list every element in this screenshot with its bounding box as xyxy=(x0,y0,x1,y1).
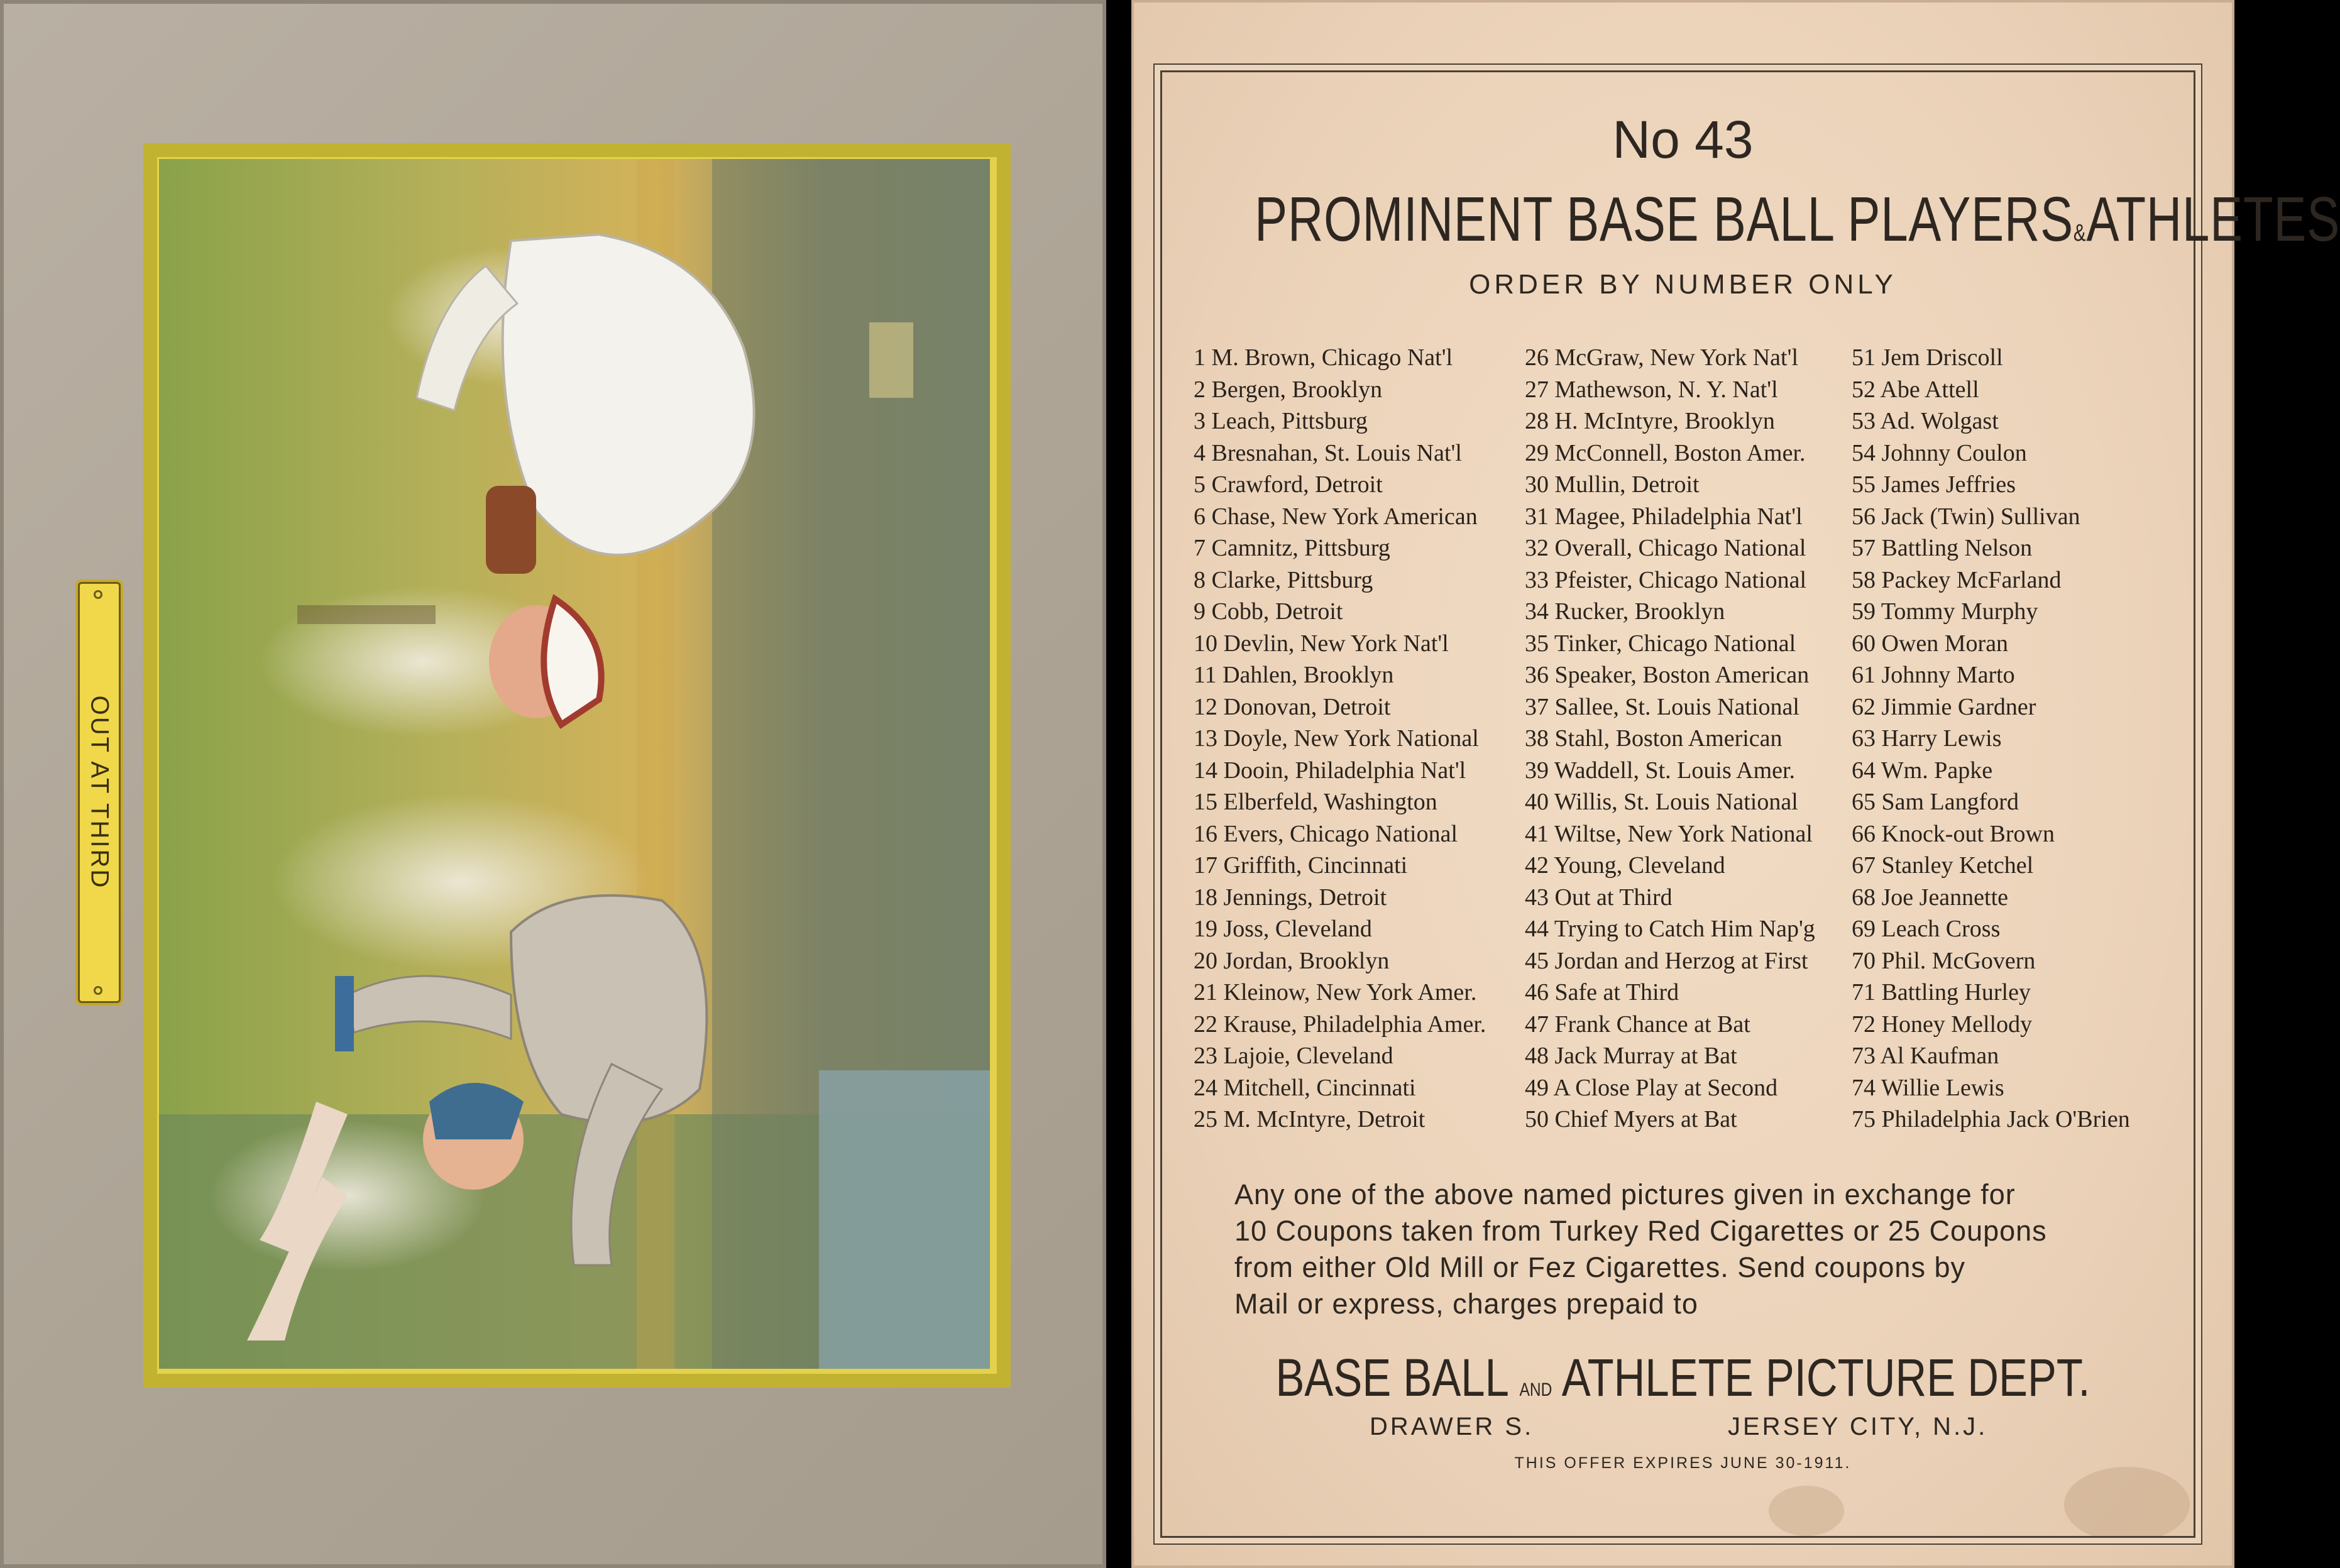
checklist-entry: 6 Chase, New York American xyxy=(1194,503,1478,530)
offer-text xyxy=(1234,1176,2152,1322)
checklist-entry: 14 Dooin, Philadelphia Nat'l xyxy=(1194,757,1466,784)
checklist-entry: 1 M. Brown, Chicago Nat'l xyxy=(1194,344,1453,371)
checklist-entry: 36 Speaker, Boston American xyxy=(1525,662,1810,688)
checklist-entry: 71 Battling Hurley xyxy=(1852,979,2031,1006)
checklist-entry: 44 Trying to Catch Him Nap'g xyxy=(1525,916,1815,942)
checklist-entry: 63 Harry Lewis xyxy=(1852,725,2002,752)
checklist-entry: 56 Jack (Twin) Sullivan xyxy=(1852,503,2080,530)
checklist-entry: 27 Mathewson, N. Y. Nat'l xyxy=(1525,376,1778,403)
dept-end: ATHLETE PICTURE DEPT. xyxy=(1561,1348,2090,1407)
checklist-entry: 49 A Close Play at Second xyxy=(1525,1074,1778,1101)
card-title: OUT AT THIRD xyxy=(85,695,114,890)
checklist-entry: 31 Magee, Philadelphia Nat'l xyxy=(1525,503,1803,530)
checklist-entry: 35 Tinker, Chicago National xyxy=(1525,630,1796,657)
checklist-column-1 xyxy=(1194,342,1486,1136)
checklist-entry: 74 Willie Lewis xyxy=(1852,1074,2004,1101)
checklist-column-3 xyxy=(1852,342,2130,1136)
checklist-entry: 39 Waddell, St. Louis Amer. xyxy=(1525,757,1796,784)
checklist-entry: 55 James Jeffries xyxy=(1852,471,2016,498)
checklist-entry: 52 Abe Attell xyxy=(1852,376,1979,403)
checklist-entry: 42 Young, Cleveland xyxy=(1525,852,1725,879)
checklist-entry: 58 Packey McFarland xyxy=(1852,566,2062,593)
checklist-entry: 34 Rucker, Brooklyn xyxy=(1525,598,1725,625)
checklist-entry: 59 Tommy Murphy xyxy=(1852,598,2038,625)
checklist-entry: 37 Sallee, St. Louis National xyxy=(1525,693,1799,720)
checklist-entry: 43 Out at Third xyxy=(1525,884,1673,911)
dept-main: BASE BALL xyxy=(1275,1348,1508,1407)
checklist-entry: 54 Johnny Coulon xyxy=(1852,439,2027,466)
offer-line: 10 Coupons taken from Turkey Red Cigarettes or 25 Coupons xyxy=(1234,1215,2047,1247)
checklist-entry: 30 Mullin, Detroit xyxy=(1525,471,1700,498)
checklist-entry: 22 Krause, Philadelphia Amer. xyxy=(1194,1011,1486,1038)
offer-line: Mail or express, charges prepaid to xyxy=(1234,1288,1698,1320)
checklist-entry: 62 Jimmie Gardner xyxy=(1852,693,2036,720)
checklist-entry: 64 Wm. Papke xyxy=(1852,757,1993,784)
back-card xyxy=(1131,0,2340,1568)
rivet-icon xyxy=(94,986,102,995)
checklist-entry: 32 Overall, Chicago National xyxy=(1525,535,1806,561)
checklist-entry: 26 McGraw, New York Nat'l xyxy=(1525,344,1798,371)
checklist-entry: 33 Pfeister, Chicago National xyxy=(1525,566,1807,593)
checklist-entry: 17 Griffith, Cincinnati xyxy=(1194,852,1408,879)
checklist-entry: 8 Clarke, Pittsburg xyxy=(1194,566,1373,593)
checklist-entry: 66 Knock-out Brown xyxy=(1852,820,2055,847)
checklist-entry: 45 Jordan and Herzog at First xyxy=(1525,947,1808,974)
checklist-entry: 40 Willis, St. Louis National xyxy=(1525,789,1798,815)
checklist-entry: 4 Bresnahan, St. Louis Nat'l xyxy=(1194,439,1462,466)
checklist-entry: 72 Honey Mellody xyxy=(1852,1011,2033,1038)
checklist-entry: 18 Jennings, Detroit xyxy=(1194,884,1387,911)
checklist-entry: 13 Doyle, New York National xyxy=(1194,725,1479,752)
checklist-column-2 xyxy=(1525,342,1815,1136)
checklist-entry: 41 Wiltse, New York National xyxy=(1525,820,1813,847)
offer-line: Any one of the above named pictures given in exchange for xyxy=(1234,1178,2016,1210)
checklist-entry: 38 Stahl, Boston American xyxy=(1525,725,1782,752)
checklist-entry: 46 Safe at Third xyxy=(1525,979,1679,1006)
checklist-entry: 23 Lajoie, Cleveland xyxy=(1194,1043,1393,1069)
checklist-entry: 69 Leach Cross xyxy=(1852,916,2001,942)
checklist-entry: 24 Mitchell, Cincinnati xyxy=(1194,1074,1416,1101)
baseball-scene-illustration xyxy=(159,159,990,1369)
checklist-entry: 19 Joss, Cleveland xyxy=(1194,916,1372,942)
checklist-entry: 51 Jem Driscoll xyxy=(1852,344,2003,371)
city-address: JERSEY CITY, N.J. xyxy=(1728,1413,1988,1440)
checklist-entry: 11 Dahlen, Brooklyn xyxy=(1194,662,1394,688)
title-main: PROMINENT BASE BALL PLAYERS xyxy=(1255,184,2074,255)
drawer-address: DRAWER S. xyxy=(1370,1413,1534,1440)
front-card xyxy=(0,0,1106,1568)
checklist-entry: 5 Crawford, Detroit xyxy=(1194,471,1383,498)
checklist-entry: 7 Camnitz, Pittsburg xyxy=(1194,535,1390,561)
checklist-entry: 67 Stanley Ketchel xyxy=(1852,852,2034,879)
rivet-icon xyxy=(94,590,102,599)
checklist-entry: 16 Evers, Chicago National xyxy=(1194,820,1458,847)
checklist-entry: 48 Jack Murray at Bat xyxy=(1525,1043,1737,1069)
back-title xyxy=(1255,184,2340,256)
title-end: ATHLETES xyxy=(2086,184,2340,255)
checklist-entry: 2 Bergen, Brooklyn xyxy=(1194,376,1383,403)
checklist-entry: 53 Ad. Wolgast xyxy=(1852,408,1999,434)
offer-expiry: THIS OFFER EXPIRES JUNE 30-1911. xyxy=(1514,1454,1852,1472)
department-name xyxy=(1233,1347,2133,1408)
checklist-entry: 65 Sam Langford xyxy=(1852,789,2019,815)
checklist-entry: 60 Owen Moran xyxy=(1852,630,2009,657)
checklist-entry: 61 Johnny Marto xyxy=(1852,662,2015,688)
checklist-entry: 28 H. McIntyre, Brooklyn xyxy=(1525,408,1775,434)
checklist-entry: 9 Cobb, Detroit xyxy=(1194,598,1343,625)
checklist-entry: 12 Donovan, Detroit xyxy=(1194,693,1391,720)
checklist-entry: 3 Leach, Pittsburg xyxy=(1194,408,1368,434)
checklist-entry: 21 Kleinow, New York Amer. xyxy=(1194,979,1477,1006)
checklist-entry: 50 Chief Myers at Bat xyxy=(1525,1106,1737,1132)
checklist-entry: 57 Battling Nelson xyxy=(1852,535,2033,561)
checklist-entry: 70 Phil. McGovern xyxy=(1852,947,2036,974)
order-note: ORDER BY NUMBER ONLY xyxy=(1469,269,1897,300)
checklist-entry: 68 Joe Jeannette xyxy=(1852,884,2009,911)
checklist-entry: 47 Frank Chance at Bat xyxy=(1525,1011,1750,1038)
checklist-entry: 25 M. McIntyre, Detroit xyxy=(1194,1106,1425,1132)
checklist-entry: 15 Elberfeld, Washington xyxy=(1194,789,1437,815)
offer-line: from either Old Mill or Fez Cigarettes. Send coupons by xyxy=(1234,1251,1965,1283)
checklist-entry: 73 Al Kaufman xyxy=(1852,1043,1999,1069)
nameplate xyxy=(78,582,121,1003)
dept-and: AND xyxy=(1519,1379,1552,1400)
checklist-entry: 20 Jordan, Brooklyn xyxy=(1194,947,1390,974)
card-number: No 43 xyxy=(1612,110,1754,169)
checklist-entry: 29 McConnell, Boston Amer. xyxy=(1525,439,1806,466)
checklist-entry: 10 Devlin, New York Nat'l xyxy=(1194,630,1449,657)
checklist-entry: 75 Philadelphia Jack O'Brien xyxy=(1852,1106,2130,1132)
title-ampersand: & xyxy=(2073,220,2087,246)
